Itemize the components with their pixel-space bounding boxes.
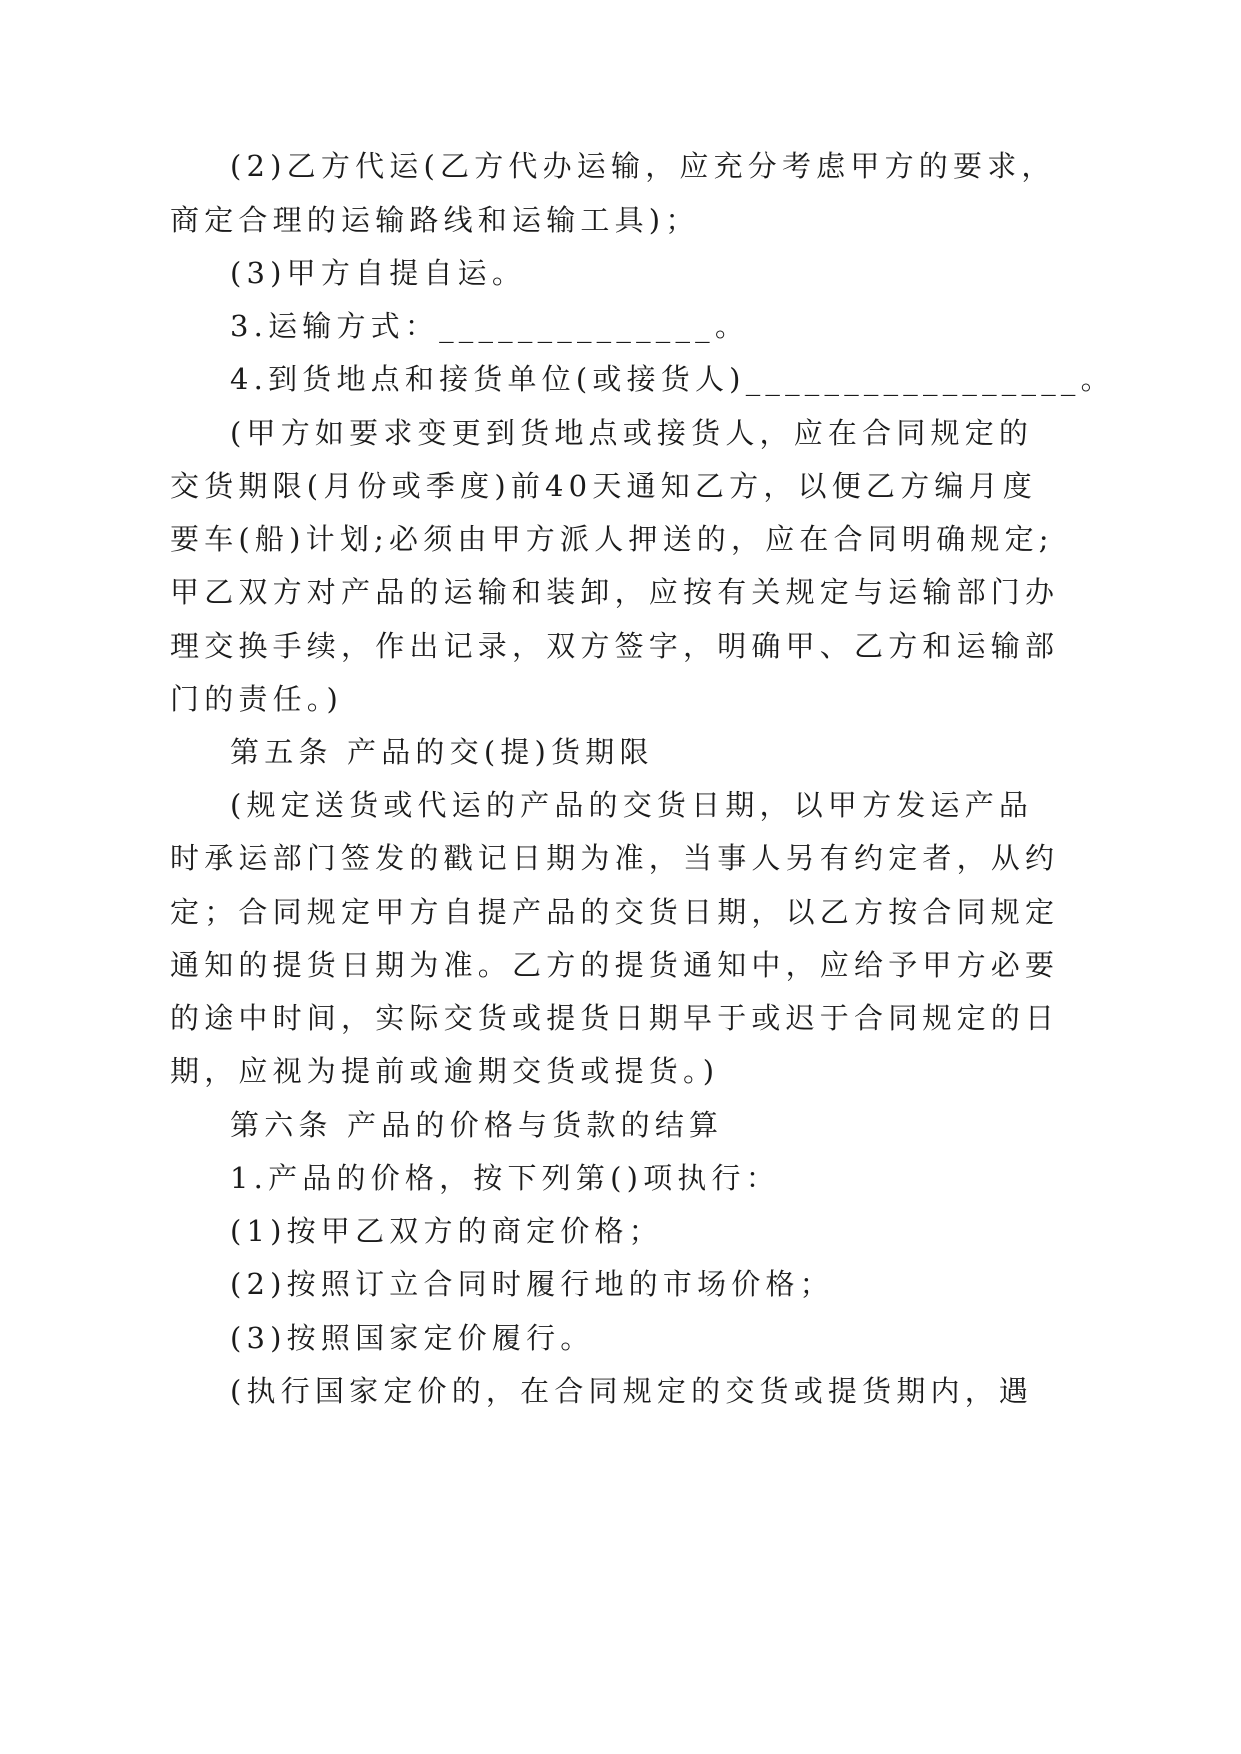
text-line: (规定送货或代运的产品的交货日期，以甲方发运产品 xyxy=(230,788,1034,822)
section-heading: 第六条 产品的价格与货款的结算 xyxy=(230,1108,724,1142)
text-line: 理交换手续，作出记录，双方签字，明确甲、乙方和运输部 xyxy=(170,629,1060,663)
text-line: 的途中时间，实际交货或提货日期早于或迟于合同规定的日 xyxy=(170,1001,1060,1035)
text-line: 定；合同规定甲方自提产品的交货日期，以乙方按合同规定 xyxy=(170,895,1060,929)
text-line: 交货期限(月份或季度)前40天通知乙方，以便乙方编月度 xyxy=(170,469,1037,503)
text-line: (2)按照订立合同时履行地的市场价格； xyxy=(230,1267,834,1301)
text-line: 期，应视为提前或逾期交货或提货。) xyxy=(170,1054,720,1088)
text-line: (甲方如要求变更到货地点或接货人，应在合同规定的 xyxy=(230,416,1034,450)
text-line: 时承运部门签发的戳记日期为准，当事人另有约定者，从约 xyxy=(170,841,1060,875)
text-line: (3)按照国家定价履行。 xyxy=(230,1321,595,1355)
text-line: 通知的提货日期为准。乙方的提货通知中，应给予甲方必要 xyxy=(170,948,1060,982)
text-line: (3)甲方自提自运。 xyxy=(230,256,527,290)
text-line: (执行国家定价的，在合同规定的交货或提货期内，遇 xyxy=(230,1374,1034,1408)
text-line: 要车(船)计划;必须由甲方派人押送的，应在合同明确规定; xyxy=(170,522,1054,556)
text-line: (1)按甲乙双方的商定价格； xyxy=(230,1214,663,1248)
text-line: 1.产品的价格，按下列第()项执行： xyxy=(230,1161,780,1195)
text-line: 商定合理的运输路线和运输工具)； xyxy=(170,203,700,237)
text-line: 3.运输方式：______________。 xyxy=(230,309,750,343)
section-heading: 第五条 产品的交(提)货期限 xyxy=(230,735,654,769)
text-line: 4.到货地点和接货单位(或接货人)_________________。 xyxy=(230,362,1115,396)
text-line: 门的责任。) xyxy=(170,682,344,716)
text-line: 甲乙双方对产品的运输和装卸，应按有关规定与运输部门办 xyxy=(170,575,1060,609)
text-line: (2)乙方代运(乙方代办运输，应充分考虑甲方的要求， xyxy=(230,149,1056,183)
